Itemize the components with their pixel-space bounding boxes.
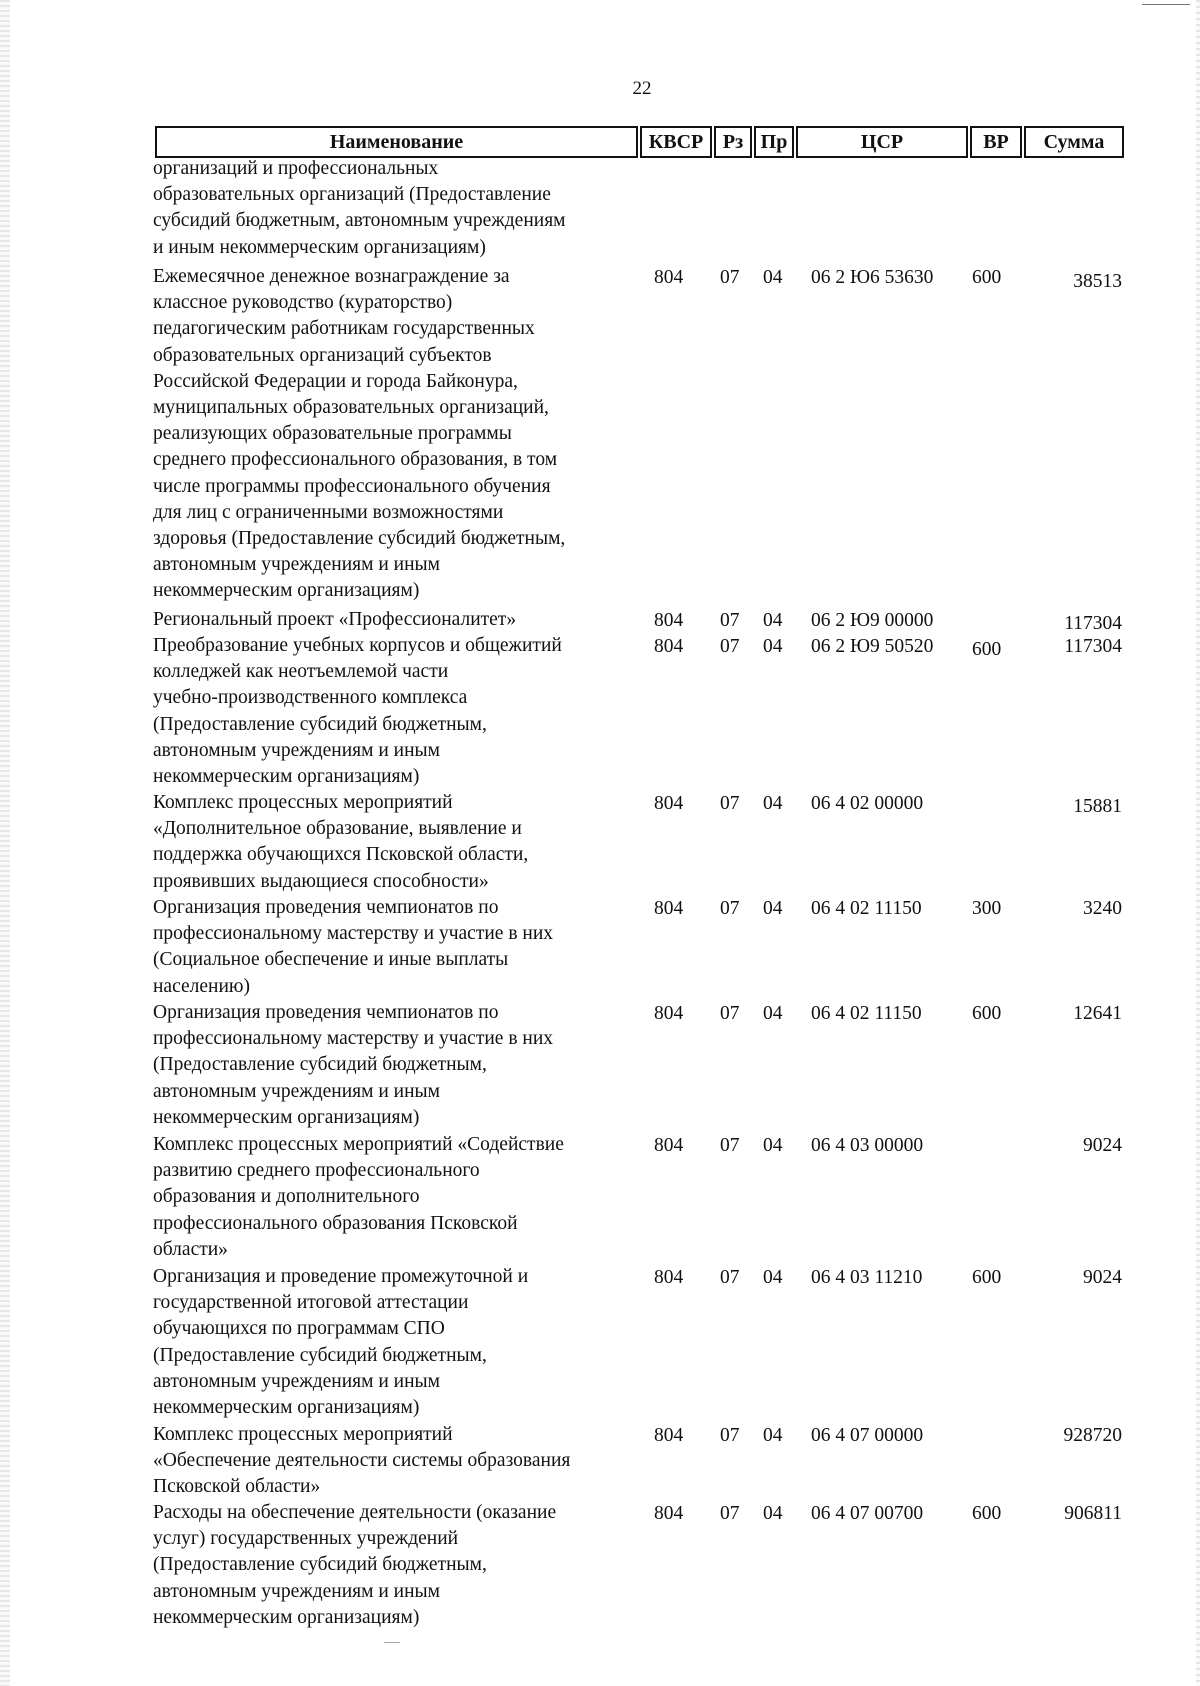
row-kvsr: 804 xyxy=(654,1267,684,1288)
row-rz: 07 xyxy=(720,898,740,919)
header-name: Наименование xyxy=(155,126,638,158)
row-csr: 06 4 02 11150 xyxy=(811,898,922,919)
row-vr: 600 xyxy=(972,267,1002,288)
row-csr: 06 4 07 00000 xyxy=(811,1425,924,1446)
row-kvsr: 804 xyxy=(654,1503,684,1524)
row-sum: 117304 xyxy=(1064,636,1122,657)
row-kvsr: 804 xyxy=(654,898,684,919)
scan-edge-left xyxy=(0,0,10,1686)
row-name: Расходы на обеспечение деятельности (оказание услуг) государственных учреждений (Предоставление субсидий бюджетным, автономным учреждениям и иным некоммерческим организациям) xyxy=(153,1502,557,1628)
header-sum: Сумма xyxy=(1024,126,1124,158)
row-name: Организация и проведение промежуточной и государственной итоговой аттестации обучающихся по программам СПО (Предоставление субсидий бюджетным, автономным учреждениям и иным некоммерческим организациям) xyxy=(153,1266,529,1419)
row-pr: 04 xyxy=(763,1503,783,1524)
row-csr: 06 4 03 11210 xyxy=(811,1267,923,1288)
row-sum: 9024 xyxy=(1083,1135,1122,1156)
row-name: Организация проведения чемпионатов по профессиональному мастерству и участие в них (Социальное обеспечение и иные выплаты населению) xyxy=(153,897,554,997)
row-name: Ежемесячное денежное вознаграждение за классное руководство (кураторство) педагогическим работникам государственных образовательных организаций субъектов Российской Федерации и города Байконура, муниципальных образовательных организаций, реализующих образовательные программы среднего профессионального образования, в том числе программы профессионального обучения для лиц с ограниченными возможностями здоровья (Предоставление субсидий бюджетным, автономным учреждениям и иным некоммерческим организациям) xyxy=(153,266,566,602)
row-sum: 928720 xyxy=(1063,1425,1122,1446)
row-pr: 04 xyxy=(763,267,783,288)
scan-edge-right xyxy=(1196,0,1200,1686)
row-kvsr: 804 xyxy=(654,636,684,657)
header-vr: ВР xyxy=(970,126,1022,158)
row-kvsr: 804 xyxy=(654,1003,684,1024)
row-rz: 07 xyxy=(720,1267,740,1288)
row-sum: 15881 xyxy=(1073,796,1122,817)
row-sum: 38513 xyxy=(1073,271,1122,292)
row-csr: 06 4 02 11150 xyxy=(811,1003,922,1024)
row-kvsr: 804 xyxy=(654,793,684,814)
row-rz: 07 xyxy=(720,267,740,288)
scan-speck xyxy=(384,1642,400,1643)
row-csr: 06 4 07 00700 xyxy=(811,1503,924,1524)
row-pr: 04 xyxy=(763,1135,783,1156)
row-sum: 117304 xyxy=(1064,613,1122,634)
row-name: Комплекс процессных мероприятий «Обеспечение деятельности системы образования Псковской области» xyxy=(153,1424,571,1498)
row-name: Преобразование учебных корпусов и общежитий колледжей как неотъемлемой части учебно-производственного комплекса (Предоставление субсидий бюджетным, автономным учреждениям и иным некоммерческим организациям) xyxy=(153,635,562,788)
row-pr: 04 xyxy=(763,1003,783,1024)
row-kvsr: 804 xyxy=(654,267,684,288)
row-csr: 06 4 03 00000 xyxy=(811,1135,924,1156)
row-sum: 12641 xyxy=(1073,1003,1122,1024)
row-kvsr: 804 xyxy=(654,610,684,631)
row-pr: 04 xyxy=(763,1267,783,1288)
row-pr: 04 xyxy=(763,636,783,657)
row-pr: 04 xyxy=(763,898,783,919)
row-name: организаций и профессиональных образовательных организаций (Предоставление субсидий бюджетным, автономным учреждениям и иным некоммерческим организациям) xyxy=(153,158,566,258)
row-sum: 906811 xyxy=(1064,1503,1122,1524)
row-csr: 06 4 02 00000 xyxy=(811,793,924,814)
row-vr: 600 xyxy=(972,1003,1002,1024)
row-kvsr: 804 xyxy=(654,1425,684,1446)
row-vr: 300 xyxy=(972,898,1002,919)
row-name: Комплекс процессных мероприятий «Дополнительное образование, выявление и поддержка обучающихся Псковской области, проявивших выдающиеся способности» xyxy=(153,792,529,892)
page-number: 22 xyxy=(632,78,652,99)
row-name: Организация проведения чемпионатов по профессиональному мастерству и участие в них (Предоставление субсидий бюджетным, автономным учреждениям и иным некоммерческим организациям) xyxy=(153,1002,554,1128)
row-sum: 3240 xyxy=(1083,898,1122,919)
row-rz: 07 xyxy=(720,1003,740,1024)
row-name: Региональный проект «Профессионалитет» xyxy=(153,609,517,630)
header-kvsr: КВСР xyxy=(640,126,712,158)
row-sum: 9024 xyxy=(1083,1267,1122,1288)
row-pr: 04 xyxy=(763,1425,783,1446)
row-csr: 06 2 Ю6 53630 xyxy=(811,267,934,288)
scan-corner-mark xyxy=(1142,4,1190,5)
row-rz: 07 xyxy=(720,1135,740,1156)
row-rz: 07 xyxy=(720,610,740,631)
header-rz: Рз xyxy=(714,126,752,158)
row-rz: 07 xyxy=(720,1425,740,1446)
row-vr: 600 xyxy=(972,1267,1002,1288)
row-rz: 07 xyxy=(720,793,740,814)
row-csr: 06 2 Ю9 00000 xyxy=(811,610,934,631)
row-rz: 07 xyxy=(720,636,740,657)
row-kvsr: 804 xyxy=(654,1135,684,1156)
row-rz: 07 xyxy=(720,1503,740,1524)
row-vr: 600 xyxy=(972,1503,1002,1524)
row-name: Комплекс процессных мероприятий «Содействие развитию среднего профессионального образования и дополнительного профессионального образования Псковской области» xyxy=(153,1134,564,1260)
row-pr: 04 xyxy=(763,610,783,631)
row-csr: 06 2 Ю9 50520 xyxy=(811,636,934,657)
row-pr: 04 xyxy=(763,793,783,814)
header-pr: Пр xyxy=(754,126,794,158)
row-vr: 600 xyxy=(972,639,1002,660)
header-csr: ЦСР xyxy=(796,126,968,158)
